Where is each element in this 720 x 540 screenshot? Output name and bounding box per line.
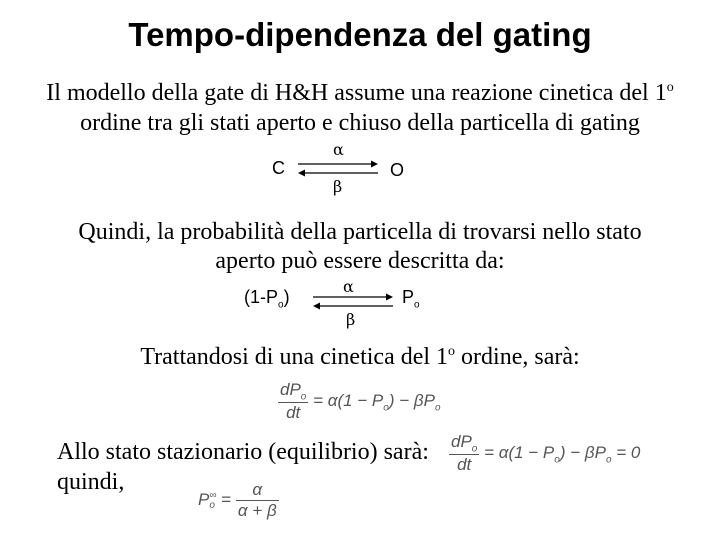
intro-line-2: ordine tra gli stati aperto e chiuso della particella di gating bbox=[80, 110, 640, 136]
equation-steady-state bbox=[449, 432, 640, 475]
eq2-rhs-b: ) − βP bbox=[559, 443, 606, 463]
reaction2-left bbox=[244, 287, 290, 311]
eq3-lhs-scripts bbox=[209, 491, 216, 511]
trattandosi-ordinal: o bbox=[448, 344, 456, 359]
eq2-denominator: dt bbox=[457, 455, 472, 475]
intro-line-1-text: Il modello della gate di H&H assume una reazione cinetica del 1 bbox=[46, 80, 667, 106]
eq3-denominator: α + β bbox=[237, 501, 277, 520]
reaction1-left: C bbox=[272, 158, 285, 178]
reaction2-right bbox=[402, 287, 420, 311]
eq2-rhs bbox=[484, 443, 641, 466]
eq2-rhs-a: = α(1 − P bbox=[484, 443, 555, 463]
reaction1-right: O bbox=[390, 160, 405, 180]
intro-line-1-ordinal: o bbox=[666, 80, 674, 95]
eq1-num-sub: o bbox=[300, 391, 307, 403]
eq2-rhs-end: = 0 bbox=[611, 443, 641, 463]
reaction2-left-text: (1-P bbox=[244, 287, 279, 307]
reaction2-left-sub: o bbox=[278, 299, 284, 311]
eq3-lhs-sub: o bbox=[209, 499, 215, 511]
eq2-num-sub: o bbox=[471, 443, 478, 455]
eq3-lhs-text: P bbox=[198, 490, 210, 510]
quindi-text: quindi, bbox=[57, 469, 125, 495]
reaction2-left-close: ) bbox=[283, 287, 290, 307]
reaction1-beta: β bbox=[333, 177, 343, 196]
eq3-numerator: α bbox=[236, 480, 279, 501]
reaction2-right-sub: o bbox=[414, 299, 420, 311]
eq2-fraction bbox=[449, 432, 479, 475]
eq1-fraction bbox=[278, 380, 308, 423]
middle-line-1: Quindi, la probabilità della particella di trovarsi nello stato bbox=[78, 219, 642, 245]
eq2-num-text: dP bbox=[451, 432, 472, 451]
eq1-rhs-b: ) − βP bbox=[388, 391, 435, 411]
trattandosi-line bbox=[0, 344, 720, 371]
eq3-lhs-sup: ∞ bbox=[209, 489, 217, 501]
trattandosi-pre: Trattandosi di una cinetica del 1 bbox=[140, 344, 449, 370]
intro-line-1 bbox=[0, 80, 720, 107]
eq2-numerator bbox=[449, 432, 479, 455]
eq2-rhs-sub: o bbox=[554, 454, 560, 466]
eq1-rhs-a: = α(1 − P bbox=[313, 391, 384, 411]
eq1-num-text: dP bbox=[280, 380, 301, 399]
equation-rate bbox=[278, 380, 441, 423]
eq1-rhs-sub2: o bbox=[434, 402, 441, 414]
reaction2-beta: β bbox=[346, 310, 356, 329]
equation-steady-probability bbox=[198, 480, 279, 521]
equilibrio-text: Allo stato stazionario (equilibrio) sarà: bbox=[57, 439, 429, 465]
eq1-denominator: dt bbox=[286, 403, 301, 423]
slide-title: Tempo-dipendenza del gating bbox=[128, 16, 592, 53]
eq3-lhs bbox=[198, 490, 216, 511]
trattandosi-post: ordine, sarà: bbox=[455, 344, 580, 370]
reaction1-alpha: α bbox=[333, 140, 344, 159]
eq1-rhs bbox=[313, 391, 441, 414]
eq2-rhs-sub2: o bbox=[605, 454, 612, 466]
eq1-numerator bbox=[278, 380, 308, 403]
eq1-rhs-sub: o bbox=[383, 402, 389, 414]
eq3-equals: = bbox=[221, 489, 236, 509]
eq3-fraction bbox=[236, 480, 279, 521]
reaction2-alpha: α bbox=[343, 277, 354, 296]
middle-line-2: aperto può essere descritta da: bbox=[215, 248, 505, 274]
reaction2-right-text: P bbox=[402, 287, 415, 307]
